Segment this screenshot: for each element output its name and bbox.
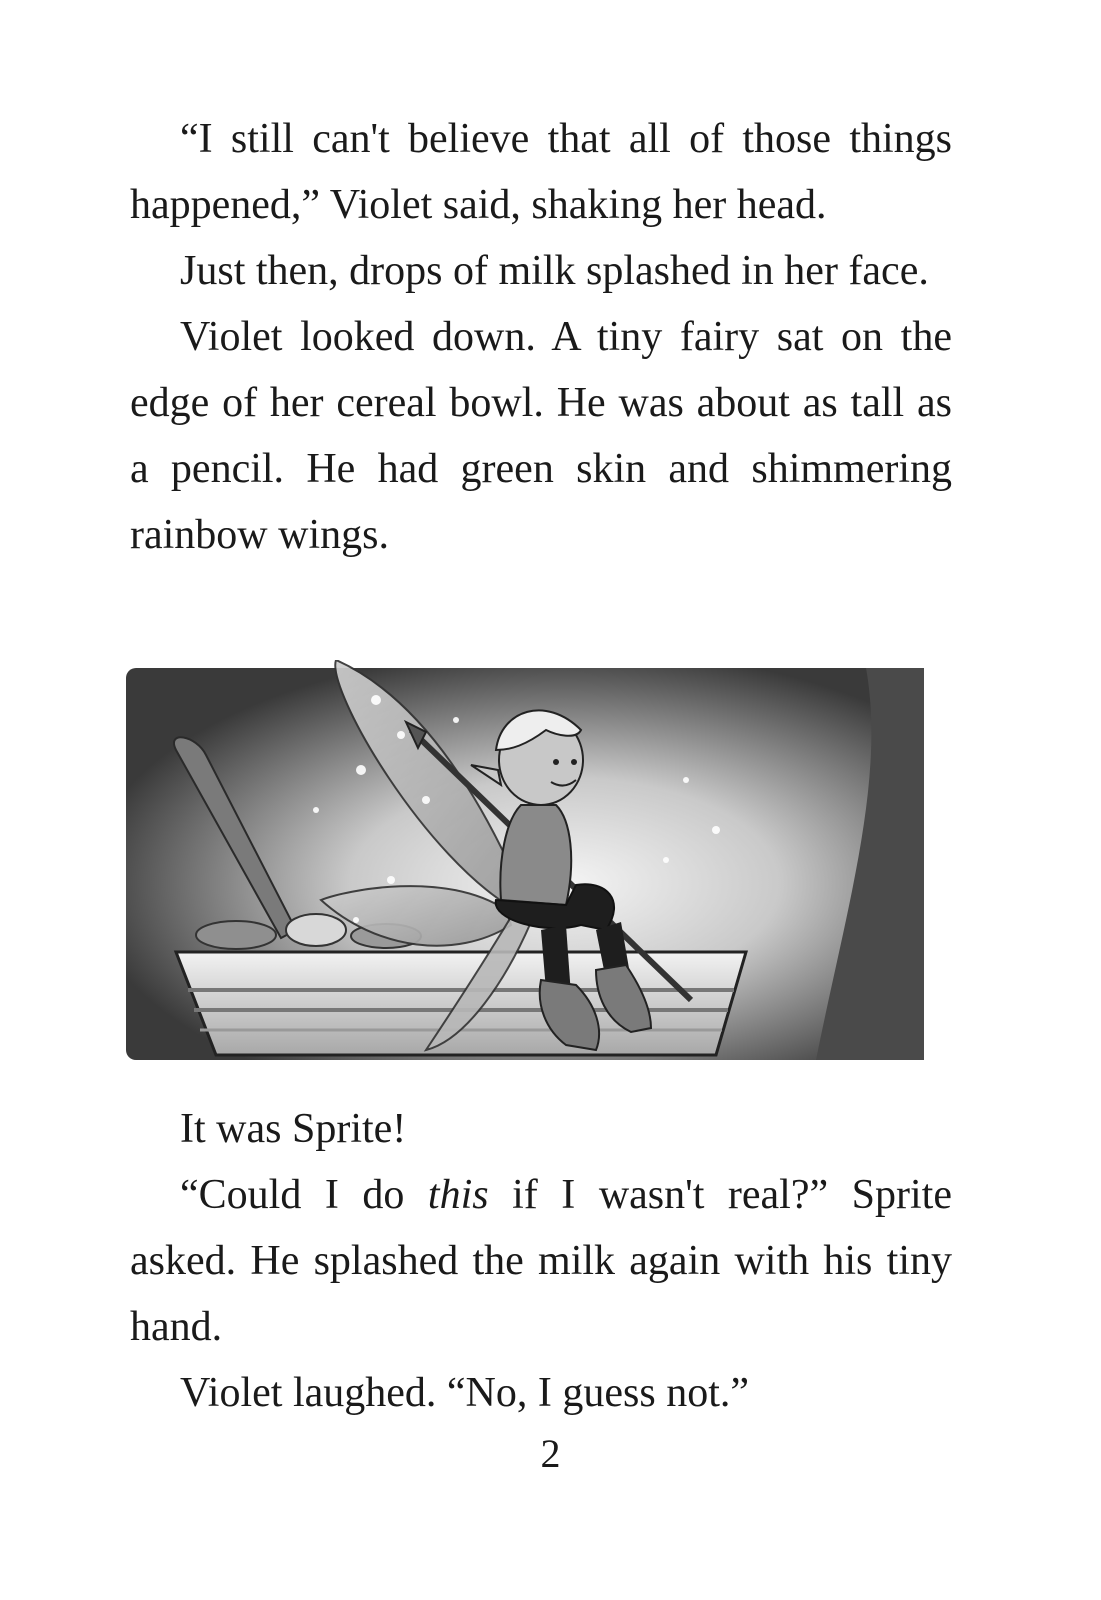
paragraph-2: Just then, drops of milk splashed in her face. (180, 248, 929, 294)
paragraph-3: Violet looked down. A tiny fairy sat on the edge of her cereal bowl. He was about as tall as a pencil. He had green skin and shimmering rainbow wings. (130, 314, 952, 558)
emphasis-this: this (427, 1172, 489, 1218)
top-text-block (130, 106, 952, 568)
fairy-body (500, 805, 571, 905)
paragraph-5-end: if I wasn't real?” Sprite asked. He splashed the milk again with his tiny hand. (130, 1172, 952, 1350)
paragraph-1: “I still can't believe that all of those things happened,” Violet said, shaking her head. (130, 116, 952, 228)
bottom-text-block (130, 1096, 952, 1426)
paragraph-5 (130, 1162, 952, 1360)
paragraph-4: It was Sprite! (180, 1106, 407, 1152)
paragraph-6: Violet laughed. “No, I guess not.” (180, 1370, 750, 1416)
paragraph-5-start: “Could I do (180, 1172, 428, 1218)
page-number: 2 (540, 1431, 561, 1476)
fairy-illustration (126, 660, 924, 1064)
